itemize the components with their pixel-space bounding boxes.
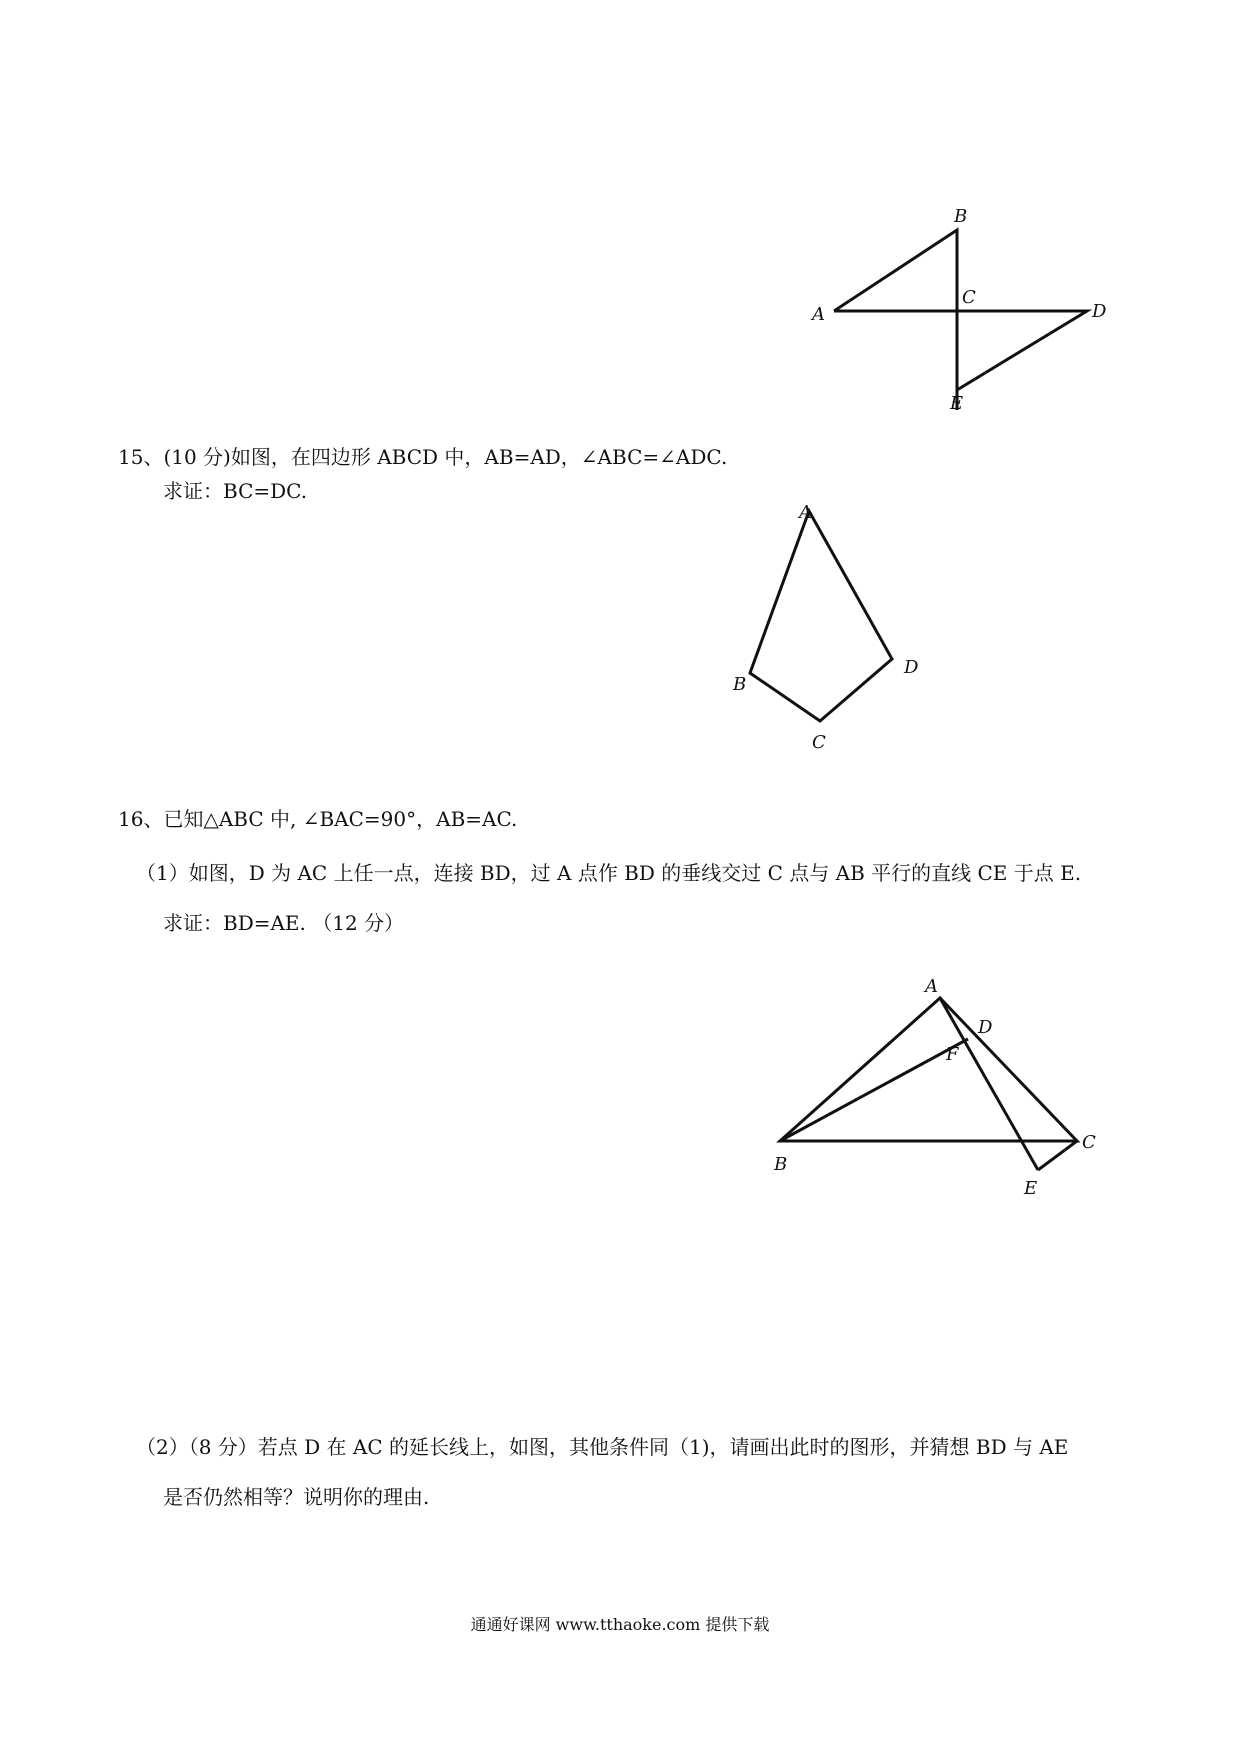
q15-statement: 15、(10 分)如图，在四边形 ABCD 中，AB=AD，∠ABC=∠ADC.	[118, 445, 728, 469]
triangle-figure-svg	[760, 960, 1120, 1210]
label-b: B	[733, 674, 747, 695]
label-a: A	[925, 976, 938, 997]
label-a: A	[799, 502, 812, 523]
figure-bowtie-svg	[790, 190, 1130, 420]
q16-part1-to-prove: 求证：BD=AE. （12 分）	[163, 911, 405, 935]
label-e: E	[950, 393, 964, 414]
figure-bowtie-triangles	[790, 190, 1130, 420]
triangle-abc	[780, 998, 1077, 1141]
label-d: D	[904, 657, 919, 678]
q16-part2-statement: （2）（8 分）若点 D 在 AC 的延长线上，如图，其他条件同（1)，请画出此时的图形，并猜想 BD 与 AE	[136, 1435, 1069, 1459]
triangle-cde	[834, 311, 1087, 390]
page-footer: 通通好课网 www.tthaoke.com 提供下载	[470, 1615, 770, 1634]
q16-part1-statement: （1）如图，D 为 AC 上任一点，连接 BD，过 A 点作 BD 的垂线交过 C 点与 AB 平行的直线 CE 于点 E.	[136, 861, 1082, 885]
segment-bd	[780, 1039, 968, 1141]
figure-triangle-abc-with-d-e	[760, 960, 1120, 1210]
quadrilateral-abcd	[750, 511, 892, 721]
label-b: B	[954, 206, 968, 227]
label-e: E	[1024, 1178, 1038, 1199]
label-c: C	[962, 287, 976, 308]
q15-to-prove: 求证：BC=DC.	[163, 479, 308, 503]
q16-part2-question: 是否仍然相等？说明你的理由.	[163, 1485, 430, 1509]
label-d: D	[1092, 301, 1107, 322]
triangle-abc	[834, 230, 957, 410]
segment-ce	[1038, 1141, 1077, 1170]
label-a: A	[812, 304, 825, 325]
label-b: B	[774, 1154, 788, 1175]
label-d: D	[978, 1017, 993, 1038]
label-f: F	[946, 1044, 959, 1065]
label-c: C	[812, 732, 826, 753]
figure-quadrilateral-abcd	[720, 500, 940, 760]
label-c: C	[1082, 1132, 1096, 1153]
quadrilateral-svg	[720, 500, 940, 760]
q16-statement: 16、已知△ABC 中, ∠BAC=90°，AB=AC.	[118, 807, 518, 831]
